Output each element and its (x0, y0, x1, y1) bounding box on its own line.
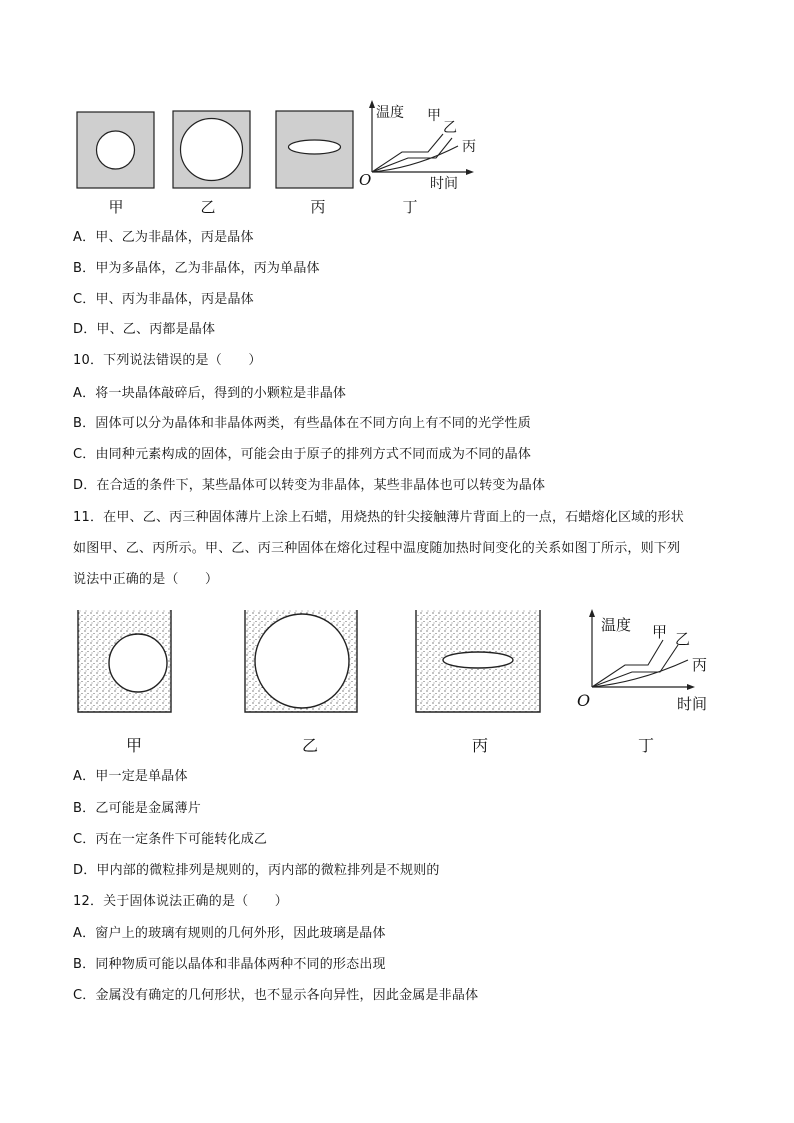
figure-1 (70, 100, 490, 220)
graph1-curve-bing: 丙 (462, 139, 476, 155)
graph2-curve-bing: 丙 (692, 656, 708, 674)
q11-option-a: A．甲一定是单晶体 (73, 769, 188, 784)
q10-option-c: C．由同种元素构成的固体，可能会由于原子的排列方式不同而成为不同的晶体 (73, 447, 532, 462)
q11-stem-line-1: 11．在甲、乙、丙三种固体薄片上涂上石蜡，用烧热的针尖接触薄片背面上的一点，石蜡熔化区域的形状 (73, 510, 684, 525)
q11-option-c: C．丙在一定条件下可能转化成乙 (73, 832, 268, 847)
fig1-label-bing: 丙 (310, 198, 326, 216)
q10-option-d: D．在合适的条件下，某些晶体可以转变为非晶体，某些非晶体也可以转变为晶体 (73, 478, 546, 493)
q12-option-a: A．窗户上的玻璃有规则的几何外形，因此玻璃是晶体 (73, 926, 386, 941)
fig2-label-bing: 丙 (471, 736, 488, 755)
q11-stem-line-3: 说法中正确的是（ ） (73, 572, 219, 587)
graph1-x-label: 时间 (430, 176, 458, 192)
graph1-y-label: 温度 (376, 105, 404, 121)
graph1-origin: O (359, 171, 372, 189)
graph2-origin: O (577, 691, 591, 710)
q9-option-d: D．甲、乙、丙都是晶体 (73, 322, 216, 337)
graph1-curve-jia: 甲 (427, 108, 441, 124)
q10-option-a: A．将一块晶体敲碎后，得到的小颗粒是非晶体 (73, 386, 347, 401)
fig1-label-jia: 甲 (108, 198, 124, 216)
fig1-label-ding: 丁 (402, 198, 418, 216)
fig1-label-yi: 乙 (200, 198, 216, 216)
q12-stem: 12．关于固体说法正确的是（ ） (73, 894, 288, 909)
fig2-label-ding: 丁 (637, 736, 654, 755)
graph2-curve-yi: 乙 (675, 630, 691, 648)
graph2-x-label: 时间 (677, 695, 708, 713)
q9-option-c: C．甲、丙为非晶体，丙是晶体 (73, 292, 254, 307)
q11-option-d: D．甲内部的微粒排列是规则的，丙内部的微粒排列是不规则的 (73, 863, 440, 878)
graph1-curve-yi: 乙 (443, 120, 457, 136)
graph2-y-label: 温度 (601, 616, 632, 634)
q11-stem-line-2: 如图甲、乙、丙所示。甲、乙、丙三种固体在熔化过程中温度随加热时间变化的关系如图丁所示，则下列 (73, 541, 681, 556)
q11-option-b: B．乙可能是金属薄片 (73, 801, 201, 816)
graph2-curve-jia: 甲 (652, 623, 668, 641)
q12-option-b: B．同种物质可能以晶体和非晶体两种不同的形态出现 (73, 957, 386, 972)
q10-option-b: B．固体可以分为晶体和非晶体两类，有些晶体在不同方向上有不同的光学性质 (73, 416, 531, 431)
q9-option-b: B．甲为多晶体，乙为非晶体，丙为单晶体 (73, 261, 320, 276)
fig2-label-jia: 甲 (125, 736, 142, 755)
q12-option-c: C．金属没有确定的几何形状，也不显示各向异性，因此金属是非晶体 (73, 988, 479, 1003)
fig2-label-yi: 乙 (301, 736, 318, 755)
q10-stem: 10．下列说法错误的是（ ） (73, 353, 262, 368)
figure-2 (0, 600, 794, 760)
q9-option-a: A．甲、乙为非晶体，丙是晶体 (73, 230, 254, 245)
